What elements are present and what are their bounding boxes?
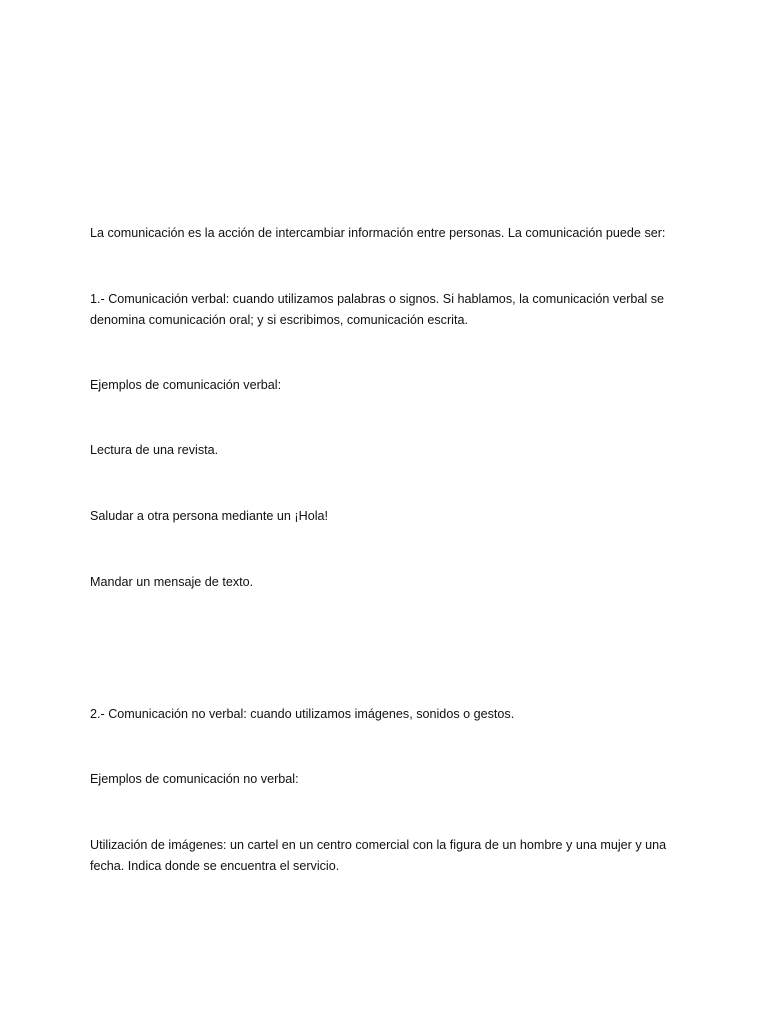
example-item: Lectura de una revista. — [90, 443, 219, 457]
nonverbal-examples-heading: Ejemplos de comunicación no verbal: — [90, 772, 299, 786]
verbal-communication-paragraph: 1.- Comunicación verbal: cuando utilizamos palabras o signos. Si hablamos, la comunicación verbal se denomina comunicación oral; y si escribimos, comunicación escrita. — [90, 292, 665, 327]
intro-paragraph: La comunicación es la acción de intercambiar información entre personas. La comunicación puede ser: — [90, 226, 666, 240]
example-item: Saludar a otra persona mediante un ¡Hola! — [90, 509, 329, 523]
nonverbal-communication-paragraph: 2.- Comunicación no verbal: cuando utilizamos imágenes, sonidos o gestos. — [90, 707, 515, 721]
verbal-examples-heading: Ejemplos de comunicación verbal: — [90, 378, 282, 392]
example-item: Utilización de imágenes: un cartel en un centro comercial con la figura de un hombre y una mujer y una fecha. Indica donde se encuentra el servicio. — [90, 838, 667, 873]
example-item: Mandar un mensaje de texto. — [90, 575, 254, 589]
